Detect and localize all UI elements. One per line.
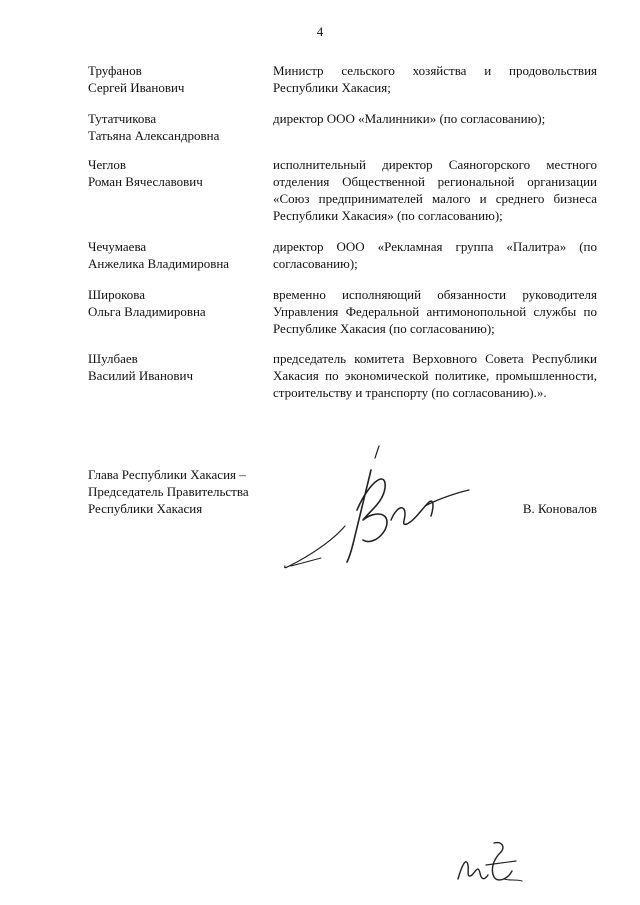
member-given-names: Татьяна Александровна	[88, 128, 220, 143]
member-surname: Тутатчикова	[88, 111, 157, 126]
initials-stroke	[492, 843, 512, 880]
member-given-names: Ольга Владимировна	[88, 304, 206, 319]
member-surname: Чеглов	[88, 157, 127, 172]
signoff-position-line: Республики Хакасия	[88, 501, 203, 516]
member-given-names: Роман Вячеславович	[88, 174, 203, 189]
page-number: 4	[316, 24, 324, 39]
member-role: председатель комитета Верховного Совета Республики Хакасия по экономической политике, промышленности, строительству и транспорту (по согласованию).».	[273, 351, 597, 400]
signature-stroke	[291, 558, 321, 566]
signatory-name: В. Коновалов	[522, 501, 597, 516]
member-surname: Чечумаева	[88, 239, 147, 254]
member-name	[88, 238, 258, 272]
member-surname: Широкова	[88, 287, 145, 302]
signoff-position-line: Глава Республики Хакасия –	[88, 467, 246, 482]
member-name	[88, 350, 258, 384]
member-role: директор ООО «Малинники» (по согласованию);	[273, 111, 546, 126]
initials-stroke	[504, 879, 522, 881]
member-name	[88, 110, 258, 144]
member-name	[88, 62, 258, 96]
handwritten-initials	[450, 835, 540, 895]
member-role: временно исполняющий обязанности руководителя Управления Федеральной антимонопольной службы по Республике Хакасия (по согласованию);	[273, 287, 597, 336]
member-role: исполнительный директор Саяногорского местного отделения Общественной региональной организации «Союз предпринимателей малого и среднего бизнеса Республики Хакасия» (по согласованию);	[273, 157, 597, 223]
member-given-names: Сергей Иванович	[88, 80, 185, 95]
member-role: Министр сельского хозяйства и продовольствия Республики Хакасия;	[273, 63, 597, 95]
member-role: директор ООО «Рекламная группа «Палитра» (по согласованию);	[273, 239, 597, 271]
member-given-names: Василий Иванович	[88, 368, 194, 383]
member-surname: Шулбаев	[88, 351, 138, 366]
signoff-position-line: Председатель Правительства	[88, 484, 249, 499]
member-name	[88, 286, 258, 320]
member-surname: Труфанов	[88, 63, 142, 78]
signature-stroke	[425, 490, 469, 506]
handwritten-signature	[275, 440, 475, 580]
member-name	[88, 156, 258, 190]
signoff-position	[88, 466, 288, 517]
signature-stroke	[375, 446, 379, 458]
initials-stroke	[486, 861, 516, 865]
signature-stroke	[285, 526, 345, 568]
member-given-names: Анжелика Владимировна	[88, 256, 230, 271]
initials-stroke	[458, 862, 488, 879]
